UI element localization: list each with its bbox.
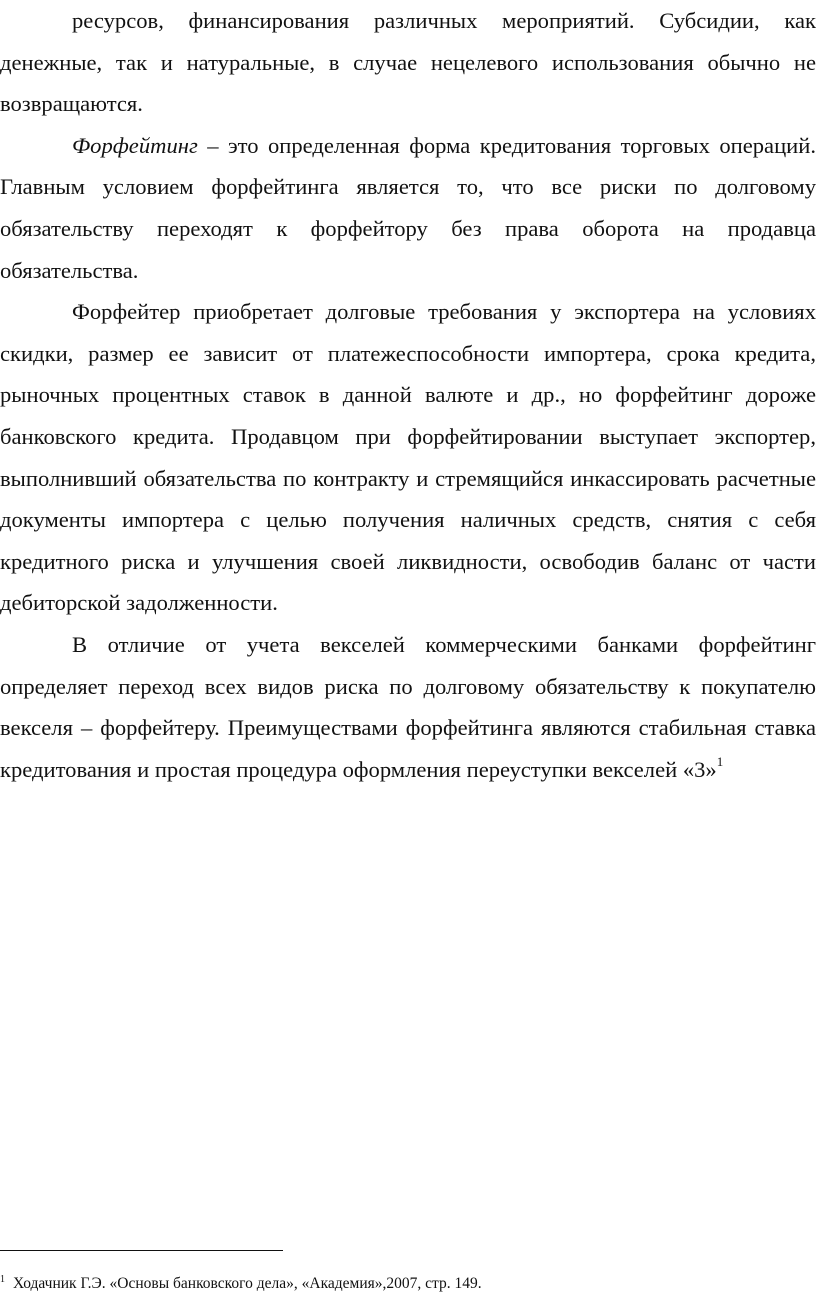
footnote-reference[interactable]: 1 bbox=[716, 754, 724, 770]
paragraph-bill-discounting bbox=[0, 624, 816, 790]
footnote-separator bbox=[0, 1250, 283, 1251]
paragraph-forfaiter bbox=[0, 291, 816, 624]
footnote-marker: 1 bbox=[0, 1274, 5, 1285]
paragraph-forfaiting-definition-text: – это определенная форма кредитования торговых операций. Главным условием форфейтинга является то, что все риски по долговому обязательству переходят к форфейтору без права оборота на продавца обязательства. bbox=[0, 132, 816, 283]
footnote-text: Ходачник Г.Э. «Основы банковского дела», «Академия»,2007, стр. 149. bbox=[13, 1275, 482, 1293]
paragraph-bill-discounting-text: В отличие от учета векселей коммерческими банками форфейтинг определяет переход всех видов риска по долговому обязательству к покупателю векселя – форфейтеру. Преимуществами форфейтинга являются стабильная ставка кредитования и простая процедура оформления переуступки векселей «3» bbox=[0, 631, 816, 782]
paragraph-subsidies bbox=[0, 0, 816, 125]
paragraph-subsidies-text: ресурсов, финансирования различных мероприятий. Субсидии, как денежные, так и натуральные, в случае нецелевого использования обычно не возвращаются. bbox=[0, 8, 816, 117]
paragraph-forfaiter-text: Форфейтер приобретает долговые требования у экспортера на условиях скидки, размер ее зависит от платежеспособности импортера, срока кредита, рыночных процентных ставок в данной валюте и др., но форфейтинг дороже банковского кредита. Продавцом при форфейтировании выступает экспортер, выполнивший обязательства по контракту и стремящийся инкассировать расчетные документы импортера с целью получения наличных средств, снятия с себя кредитного риска и улучшения своей ликвидности, освободив баланс от части дебиторской задолженности. bbox=[0, 299, 816, 616]
term-forfaiting: Форфейтинг bbox=[72, 132, 198, 158]
paragraph-forfaiting-definition bbox=[0, 125, 816, 291]
footnote bbox=[0, 1270, 816, 1294]
